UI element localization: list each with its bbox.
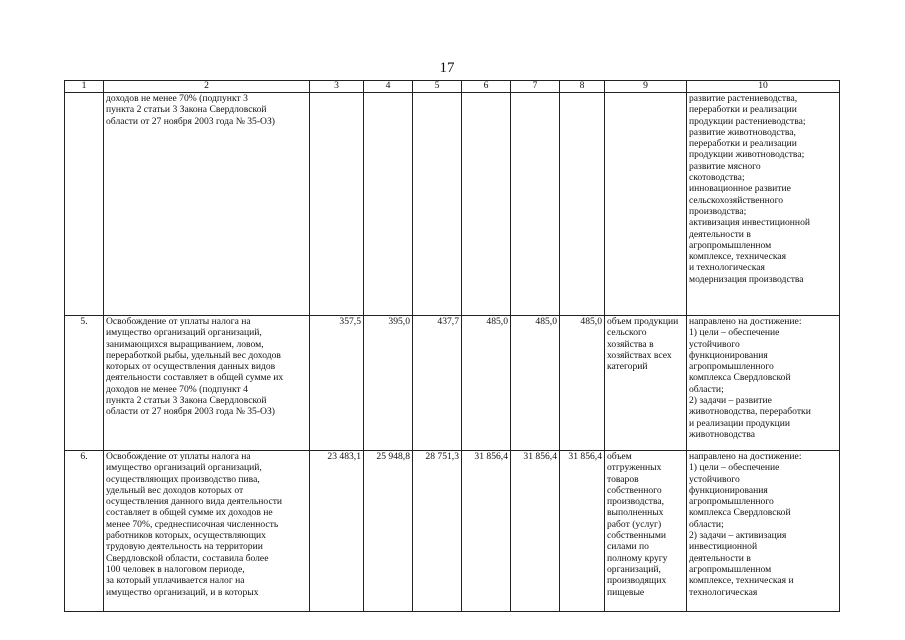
value-col-8: 31 856,4	[560, 451, 605, 612]
header-cell-6: 6	[462, 81, 511, 93]
value-col-8: 485,0	[560, 316, 605, 451]
text-line: производства;	[689, 205, 747, 217]
text-line: агропромышленном	[689, 563, 772, 575]
text-line: пункта 2 статьи 3 Закона Свердловской	[106, 104, 267, 116]
text-line: переработкой рыбы, удельный вес доходов	[106, 349, 281, 361]
text-line: за который уплачивается налог на	[106, 575, 245, 587]
text-line: сельскохозяйственного	[689, 194, 784, 206]
text-line: имущество организаций, и в которых	[106, 586, 259, 598]
row-number: 5.	[65, 316, 104, 451]
text-line: устойчивого	[689, 338, 740, 350]
benefit-description	[104, 451, 310, 612]
text-line: направлено на достижение:	[689, 316, 802, 327]
text-line: отгруженных	[607, 462, 662, 474]
value-col-7: 485,0	[511, 316, 560, 451]
text-line: хозяйства в	[607, 338, 654, 350]
text-line: Свердловской области, составила более	[106, 552, 269, 564]
text-line: организаций,	[607, 563, 661, 575]
goal-text	[687, 451, 840, 612]
text-line: хозяйствах всех	[607, 349, 672, 361]
text-line: выполненных	[607, 507, 664, 519]
value-col-8	[560, 93, 605, 316]
value-col-6: 485,0	[462, 316, 511, 451]
text-line: переработки и реализации	[689, 104, 797, 116]
value-col-6: 31 856,4	[462, 451, 511, 612]
text-line: осуществления данного вида деятельности	[106, 496, 283, 508]
text-line: удельный вес доходов которых от	[106, 484, 244, 496]
text-line: деятельности составляет в общей сумме их	[106, 372, 284, 384]
text-line: агропромышленного	[689, 361, 774, 373]
value-col-6	[462, 93, 511, 316]
tax-benefits-table	[64, 80, 840, 612]
text-line: производящих	[607, 575, 667, 587]
text-line: комплекса Свердловской	[689, 372, 791, 384]
text-line: 2) задачи – активизация	[689, 530, 787, 542]
text-line: переработки и реализации	[689, 138, 797, 150]
text-line: осуществляющих производство пива,	[106, 473, 260, 485]
text-line: трудовую деятельность на территории	[106, 541, 263, 553]
text-line: объем продукции	[607, 316, 679, 327]
value-col-3	[310, 93, 364, 316]
value-col-4: 395,0	[364, 316, 413, 451]
text-line: агропромышленного	[689, 496, 774, 508]
text-line: области от 27 ноября 2003 года № 35-ОЗ)	[106, 406, 275, 418]
text-line: развитие мясного	[689, 160, 761, 172]
indicator-text	[605, 451, 687, 612]
text-line: устойчивого	[689, 473, 740, 485]
goal-text	[687, 93, 840, 316]
text-line: 1) цели – обеспечение	[689, 462, 780, 474]
text-line: сельского	[607, 327, 647, 339]
header-cell-1: 1	[65, 81, 104, 93]
text-line: Освобождение от уплаты налога на	[106, 451, 251, 462]
value-col-7	[511, 93, 560, 316]
text-line: комплексе, техническая	[689, 251, 787, 263]
table-header-row	[65, 81, 840, 93]
value-col-5: 28 751,3	[413, 451, 462, 612]
value-col-3: 357,5	[310, 316, 364, 451]
text-line: производства,	[607, 496, 665, 508]
text-line: инновационное развитие	[689, 183, 791, 195]
text-line: товаров	[607, 473, 639, 485]
text-line: имущество организаций организаций,	[106, 327, 262, 339]
text-line: которых от осуществления данных видов	[106, 361, 276, 373]
text-line: полному кругу	[607, 552, 668, 564]
value-col-5: 437,7	[413, 316, 462, 451]
header-cell-7: 7	[511, 81, 560, 93]
text-line: функционирования	[689, 484, 768, 496]
text-line: животноводства, переработки	[689, 406, 811, 418]
text-line: области;	[689, 518, 724, 530]
text-line: работ (услуг)	[607, 518, 662, 530]
indicator-text	[605, 93, 687, 316]
table-row	[65, 316, 840, 451]
header-cell-2: 2	[104, 81, 310, 93]
text-line: направлено на достижение:	[689, 451, 802, 462]
row-number	[65, 93, 104, 316]
header-cell-10: 10	[687, 81, 840, 93]
text-line: доходов не менее 70% (подпункт 3	[106, 93, 248, 104]
indicator-text	[605, 316, 687, 451]
header-cell-3: 3	[310, 81, 364, 93]
table-row	[65, 93, 840, 316]
text-line: и технологическая	[689, 262, 765, 274]
text-line: деятельности в	[689, 552, 751, 564]
text-line: продукции животноводства;	[689, 149, 805, 161]
goal-text	[687, 316, 840, 451]
text-line: 2) задачи – развитие	[689, 395, 772, 407]
benefit-description	[104, 316, 310, 451]
text-line: области;	[689, 383, 724, 395]
text-line: агропромышленном	[689, 239, 772, 251]
text-line: собственными	[607, 530, 667, 542]
text-line: скотоводства;	[689, 172, 745, 184]
text-line: 100 человек в налоговом периоде,	[106, 563, 245, 575]
text-line: занимающихся выращиванием, ловом,	[106, 338, 264, 350]
benefit-description	[104, 93, 310, 316]
table-row	[65, 451, 840, 612]
text-line: пищевые	[607, 586, 645, 598]
value-col-7: 31 856,4	[511, 451, 560, 612]
text-line: составляет в общей сумме их доходов не	[106, 507, 273, 519]
text-line: развитие растениеводства,	[689, 93, 798, 104]
text-line: модернизация производства	[689, 273, 804, 285]
text-line: инвестиционной	[689, 541, 758, 553]
text-line: животноводства	[689, 428, 755, 440]
text-line: 1) цели – обеспечение	[689, 327, 780, 339]
text-line: доходов не менее 70% (подпункт 4	[106, 383, 248, 395]
text-line: и реализации продукции	[689, 417, 791, 429]
row-number: 6.	[65, 451, 104, 612]
text-line: пункта 2 статьи 3 Закона Свердловской	[106, 395, 267, 407]
text-line: имущество организаций организаций,	[106, 462, 262, 474]
text-line: работников которых, осуществляющих	[106, 530, 266, 542]
text-line: менее 70%, среднесписочная численность	[106, 518, 279, 530]
text-line: категорий	[607, 361, 648, 373]
text-line: силами по	[607, 541, 649, 553]
text-line: развитие животноводства,	[689, 126, 796, 138]
value-col-4: 25 948,8	[364, 451, 413, 612]
text-line: продукции растениеводства;	[689, 115, 806, 127]
text-line: Освобождение от уплаты налога на	[106, 316, 251, 327]
header-cell-4: 4	[364, 81, 413, 93]
text-line: объем	[607, 451, 632, 462]
value-col-5	[413, 93, 462, 316]
header-cell-9: 9	[605, 81, 687, 93]
text-line: комплексе, техническая и	[689, 575, 794, 587]
text-line: технологическая	[689, 586, 758, 598]
text-line: области от 27 ноября 2003 года № 35-ОЗ)	[106, 115, 275, 127]
value-col-3: 23 483,1	[310, 451, 364, 612]
page-number: 17	[439, 60, 455, 76]
text-line: собственного	[607, 484, 662, 496]
text-line: комплекса Свердловской	[689, 507, 791, 519]
text-line: функционирования	[689, 349, 768, 361]
text-line: деятельности в	[689, 228, 751, 240]
value-col-4	[364, 93, 413, 316]
header-cell-5: 5	[413, 81, 462, 93]
header-cell-8: 8	[560, 81, 605, 93]
text-line: активизация инвестиционной	[689, 217, 810, 229]
